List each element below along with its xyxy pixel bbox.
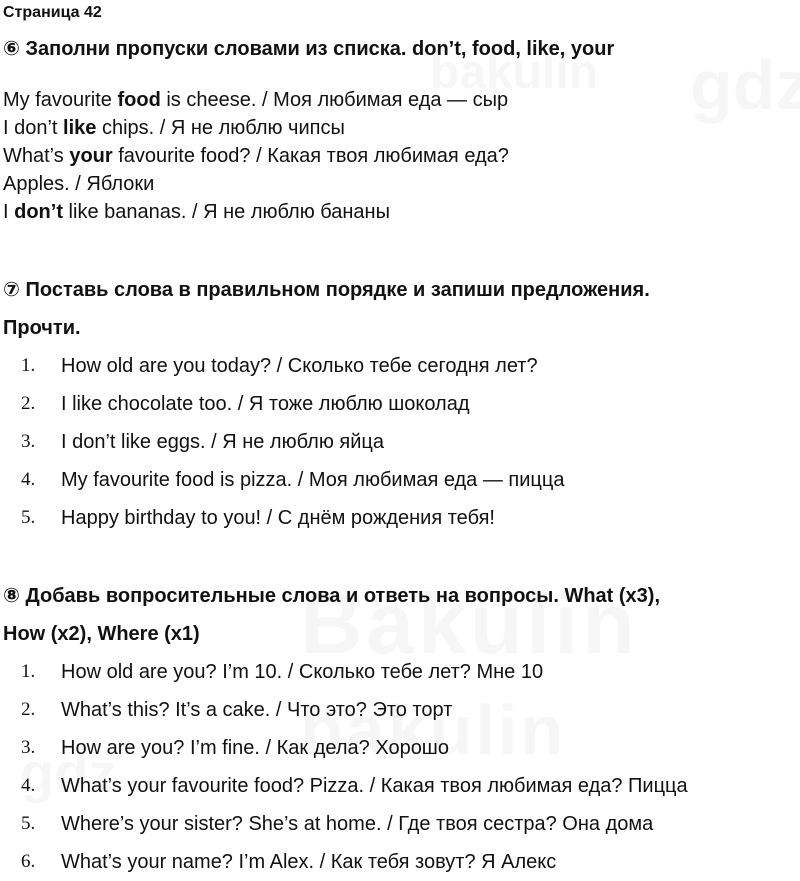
list-item-number: 3. (21, 431, 36, 452)
task7-heading-cont: Прочти. (3, 317, 81, 339)
task8-heading: ⑧ Добавь вопросительные слова и ответь на вопросы. What (x3), (3, 585, 661, 607)
list-item: I like chocolate too. / Я тоже люблю шоколад (61, 393, 470, 415)
list-item-number: 1. (21, 355, 36, 376)
list-item: What’s your favourite food? Pizza. / Какая твоя любимая еда? Пицца (61, 775, 688, 797)
task7-heading: ⑦ Поставь слова в правильном порядке и запиши предложения. (3, 279, 650, 301)
watermark-text (690, 45, 800, 125)
list-item: What’s this? It’s a cake. / Что это? Это торт (61, 699, 453, 721)
task6-line-5: I don’t like bananas. / Я не люблю бананы (3, 201, 390, 223)
list-item: How are you? I’m fine. / Как дела? Хорошо (61, 737, 449, 759)
list-item: What’s your name? I’m Alex. / Как тебя зовут? Я Алекс (61, 851, 557, 873)
list-item-number: 1. (21, 661, 36, 682)
list-item-number: 2. (21, 393, 36, 414)
list-item-number: 4. (21, 775, 36, 796)
list-item: I don’t like eggs. / Я не люблю яйца (61, 431, 384, 453)
list-item: Where’s your sister? She’s at home. / Где твоя сестра? Она дома (61, 813, 654, 835)
list-item: Happy birthday to you! / С днём рождения тебя! (61, 507, 495, 529)
list-item-number: 5. (21, 507, 36, 528)
list-item-number: 3. (21, 737, 36, 758)
list-item-number: 4. (21, 469, 36, 490)
list-item-number: 2. (21, 699, 36, 720)
task6-heading: ⑥ Заполни пропуски словами из списка. don’t, food, like, your (3, 38, 615, 60)
list-item: My favourite food is pizza. / Моя любимая еда — пицца (61, 469, 565, 491)
page-number: Страница 42 (3, 4, 102, 21)
task6-line-3: What’s your favourite food? / Какая твоя любимая еда? (3, 145, 509, 167)
task6-line-1: My favourite food is cheese. / Моя любимая еда — сыр (3, 89, 509, 111)
list-item: How old are you? I’m 10. / Сколько тебе лет? Мне 10 (61, 661, 544, 683)
list-item-number: 6. (21, 851, 36, 872)
task8-heading-cont: How (x2), Where (x1) (3, 623, 200, 645)
task6-line-4: Apples. / Яблоки (3, 173, 155, 195)
list-item: How old are you today? / Сколько тебе сегодня лет? (61, 355, 538, 377)
list-item-number: 5. (21, 813, 36, 834)
task6-line-2: I don’t like chips. / Я не люблю чипсы (3, 117, 345, 139)
